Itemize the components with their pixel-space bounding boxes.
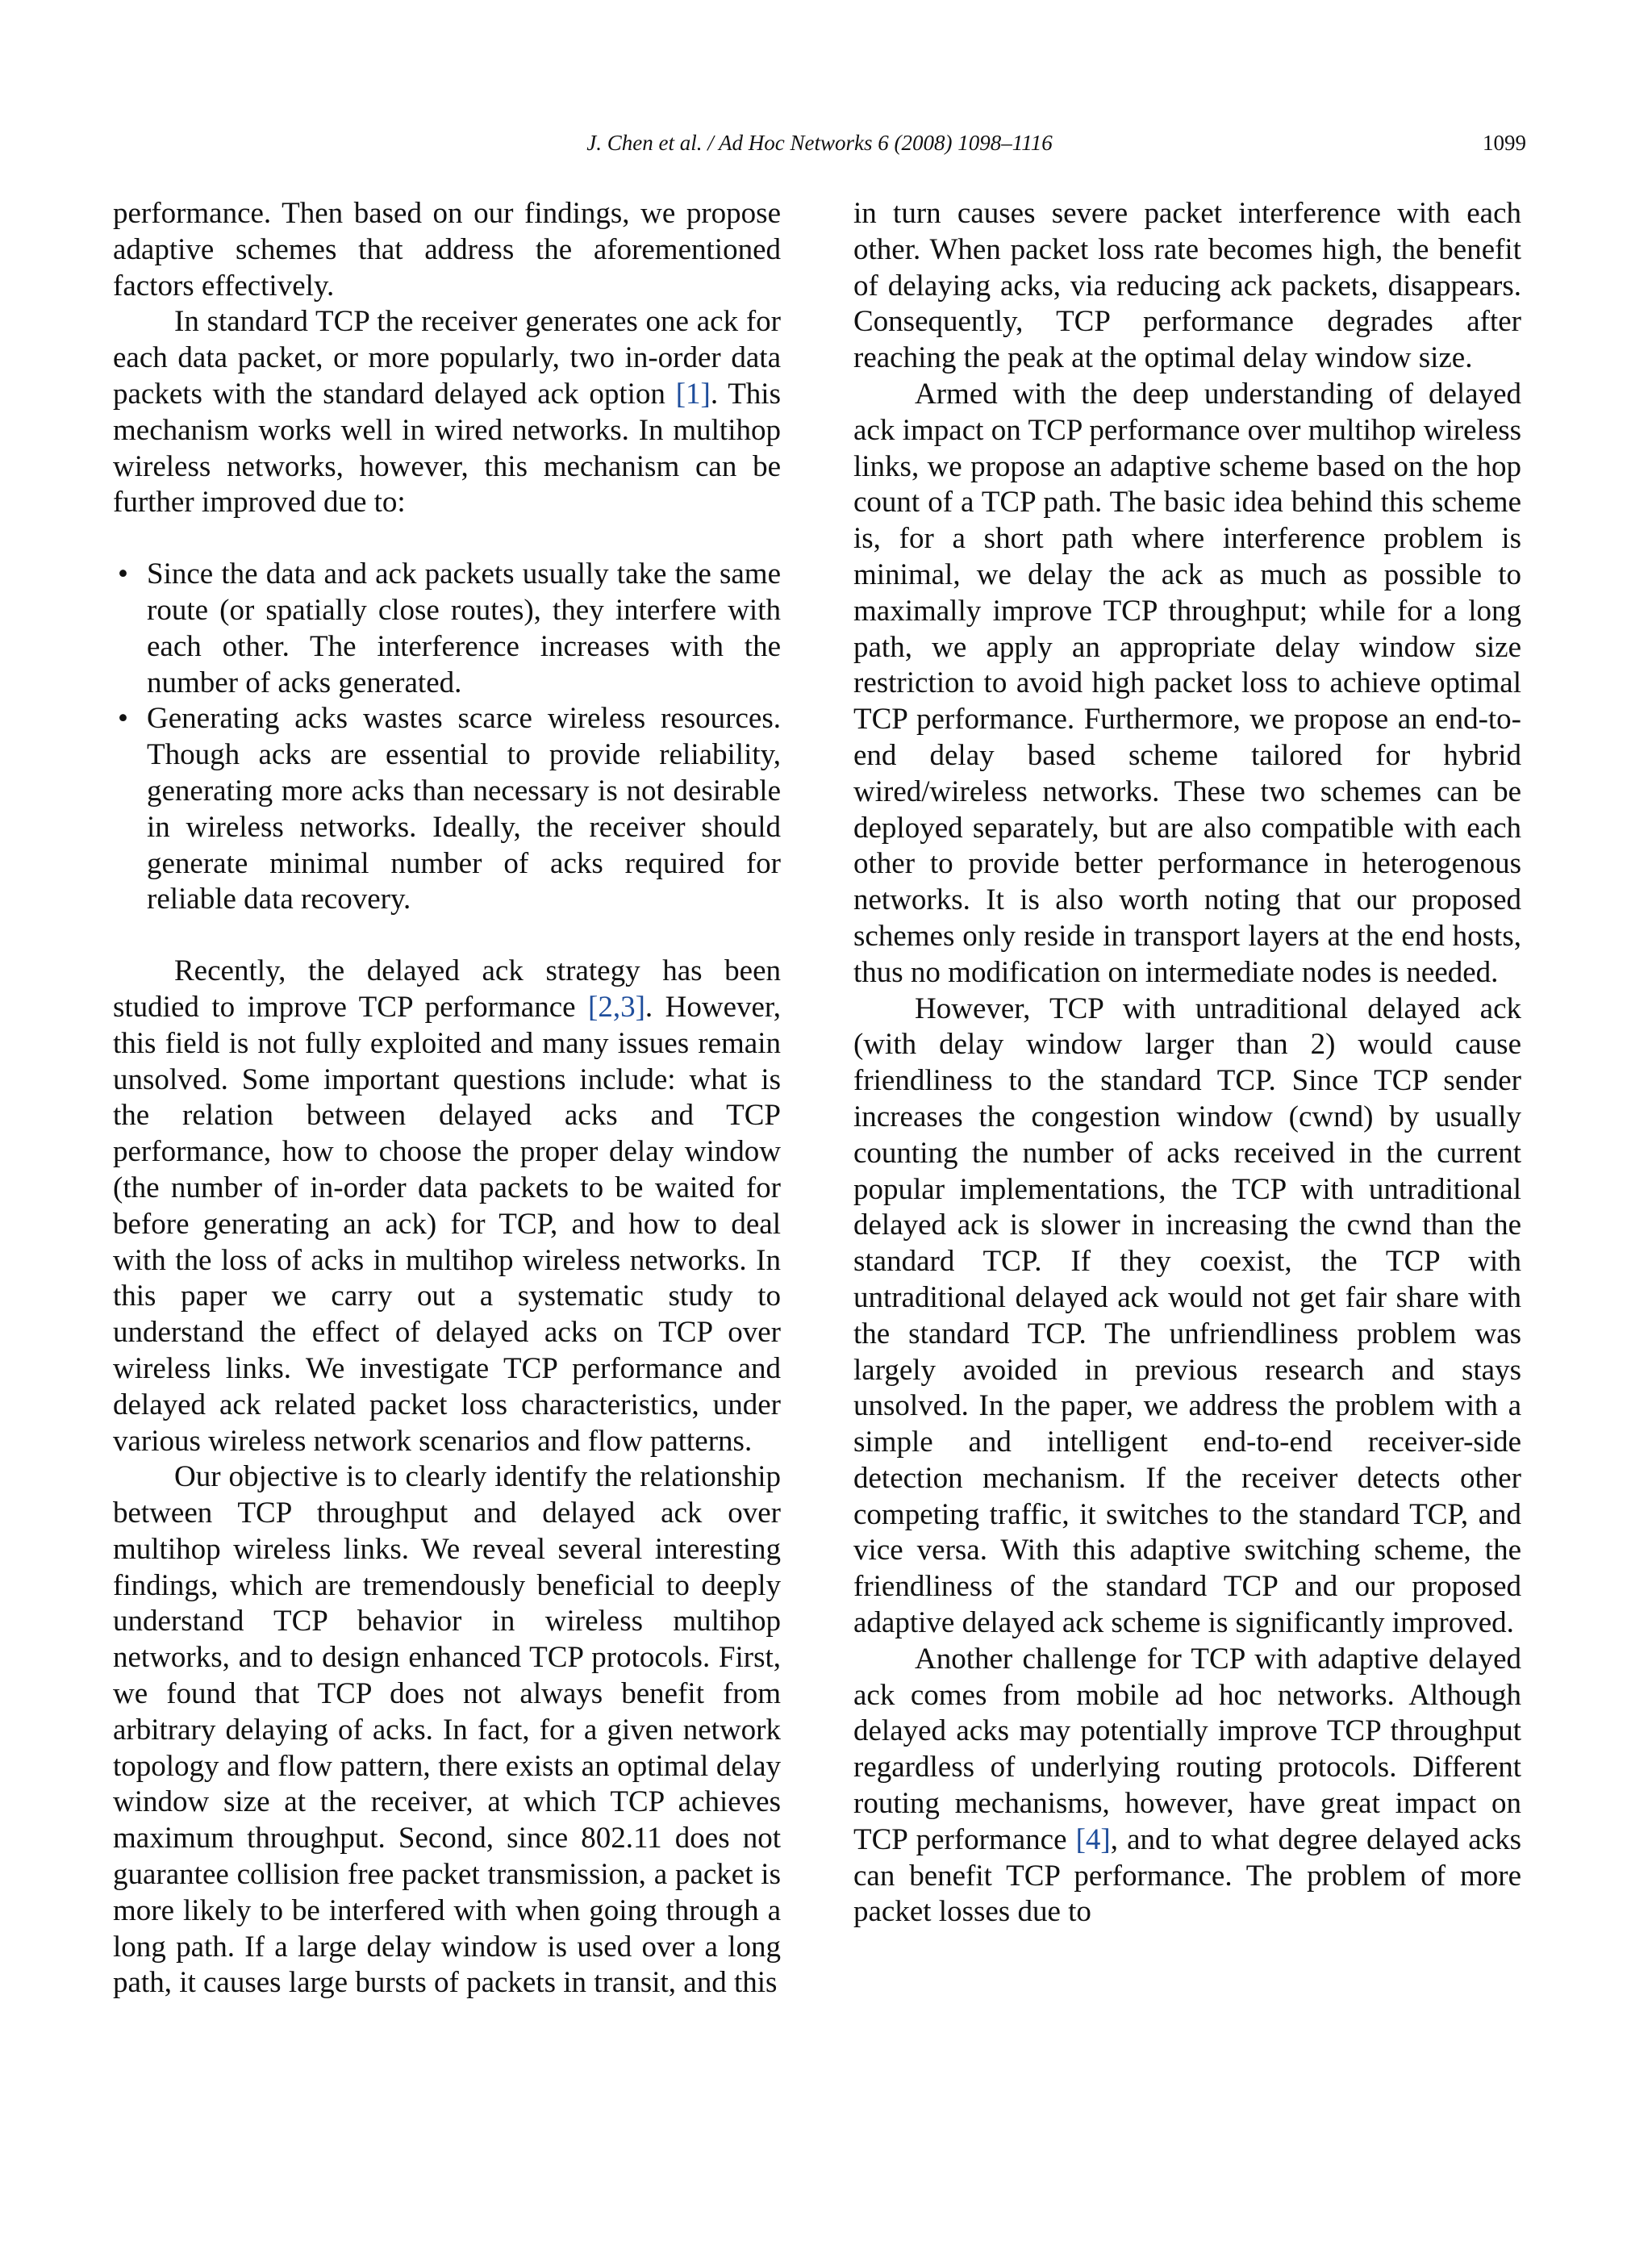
citation-link[interactable]: [1] (675, 377, 711, 411)
paragraph: However, TCP with untraditional delayed ack (with delay window larger than 2) would cause friendliness to the standard TCP. Since TCP sender increases the congestion window (cwnd) by usually counting the number of acks received in the current popular implementations, the TCP with untraditional delayed ack is slower in increasing the cwnd than the standard TCP. If they coexist, the TCP with untraditional delayed ack would not get fair share with the standard TCP. The unfriendliness problem was largely avoided in previous research and stays unsolved. In the paper, we address the problem with a simple and intelligent end-to-end receiver-side detection mechanism. If the receiver detects other competing traffic, it switches to the standard TCP, and vice versa. With this adaptive switching scheme, the friendliness of the standard TCP and our proposed adaptive delayed ack scheme is significantly improved. (853, 991, 1521, 1640)
page-number: 1099 (1483, 131, 1526, 155)
paragraph: performance. Then based on our findings, we propose adaptive schemes that address the aforementioned factors effectively. (113, 197, 781, 303)
citation-link[interactable]: [4] (1075, 1822, 1111, 1856)
page-header (113, 131, 1526, 163)
paragraph-text: Recently, the delayed ack strategy has been studied to improve TCP performance (113, 954, 781, 1024)
paragraph (113, 954, 781, 1459)
bullet-text: Generating acks wastes scarce wireless resources. Though acks are essential to provide reliability, generating more acks than necessary is not desirable in wireless networks. Ideally, the receiver should generate minimal number of acks required for reliable data recovery. (147, 702, 781, 916)
paragraph-text: . This mechanism works well in wired networks. In multihop wireless networks, however, this mechanism can be further improved due to: (113, 377, 781, 520)
paragraph-text: In standard TCP the receiver generates one ack for each data packet, or more popularly, two in-order data packets with the standard delayed ack option (113, 305, 781, 411)
paragraph (113, 304, 781, 521)
left-column (113, 196, 781, 2001)
paragraph-text: . However, this field is not fully exploited and many issues remain unsolved. Some important questions include: what is the relation between delayed acks and TCP performance, how to choose the proper delay window (the number of in-order data packets to be waited for before generating an ack) for TCP, and how to deal with the loss of acks in multihop wireless networks. In this paper we carry out a systematic study to understand the effect of delayed acks on TCP over wireless links. We investigate TCP performance and delayed ack related packet loss characteristics, under various wireless network scenarios and flow patterns. (113, 990, 782, 1458)
bullet-text: Since the data and ack packets usually take the same route (or spatially close routes), they interfere with each other. The interference increases with the number of acks generated. (147, 557, 781, 699)
paragraph: in turn causes severe packet interference with each other. When packet loss rate becomes high, the benefit of delaying acks, via reducing ack packets, disappears. Consequently, TCP performance degrades after reaching the peak at the optimal delay window size. (853, 197, 1521, 375)
paragraph-text: , and to what degree delayed acks can benefit TCP performance. The problem of more packet losses due to (853, 1822, 1521, 1929)
citation-link[interactable]: [2,3] (588, 990, 645, 1024)
paragraph: Our objective is to clearly identify the relationship between TCP throughput and delayed ack over multihop wireless links. We reveal several interesting findings, which are tremendously beneficial to deeply understand TCP behavior in wireless multihop networks, and to design enhanced TCP protocols. First, we found that TCP does not always benefit from arbitrary delaying of acks. In fact, for a given network topology and flow pattern, there exists an optimal delay window size at the receiver, at which TCP achieves maximum throughput. Second, since 802.11 does not guarantee collision free packet transmission, a packet is more likely to be interfered with when going through a long path. If a large delay window is used over a long path, it causes large bursts of packets in transit, and this (113, 1460, 781, 2000)
paragraph-text: Another challenge for TCP with adaptive delayed ack comes from mobile ad hoc networks. Although delayed acks may potentially improve TCP throughput regardless of underlying routing protocols. Different routing mechanisms, however, have great impact on TCP performance (853, 1642, 1521, 1856)
bullet-icon: • (118, 702, 128, 736)
running-title: J. Chen et al. / Ad Hoc Networks 6 (2008) 1098–1116 (586, 131, 1053, 155)
bullet-item (113, 557, 781, 701)
bullet-icon: • (118, 557, 128, 591)
paragraph (853, 1642, 1521, 1931)
right-column (853, 196, 1521, 1931)
bullet-list (113, 557, 781, 918)
bullet-item (113, 701, 781, 918)
paragraph: Armed with the deep understanding of delayed ack impact on TCP performance over multihop wireless links, we propose an adaptive scheme based on the hop count of a TCP path. The basic idea behind this scheme is, for a short path where interference problem is minimal, we delay the ack as much as possible to maximally improve TCP throughput; while for a long path, we apply an appropriate delay window size restriction to avoid high packet loss to achieve optimal TCP performance. Furthermore, we propose an end-to-end delay based scheme tailored for hybrid wired/wireless networks. These two schemes can be deployed separately, but are also compatible with each other to provide better performance in heterogenous networks. It is also worth noting that our proposed schemes only reside in transport layers at the end hosts, thus no modification on intermediate nodes is needed. (853, 377, 1521, 989)
